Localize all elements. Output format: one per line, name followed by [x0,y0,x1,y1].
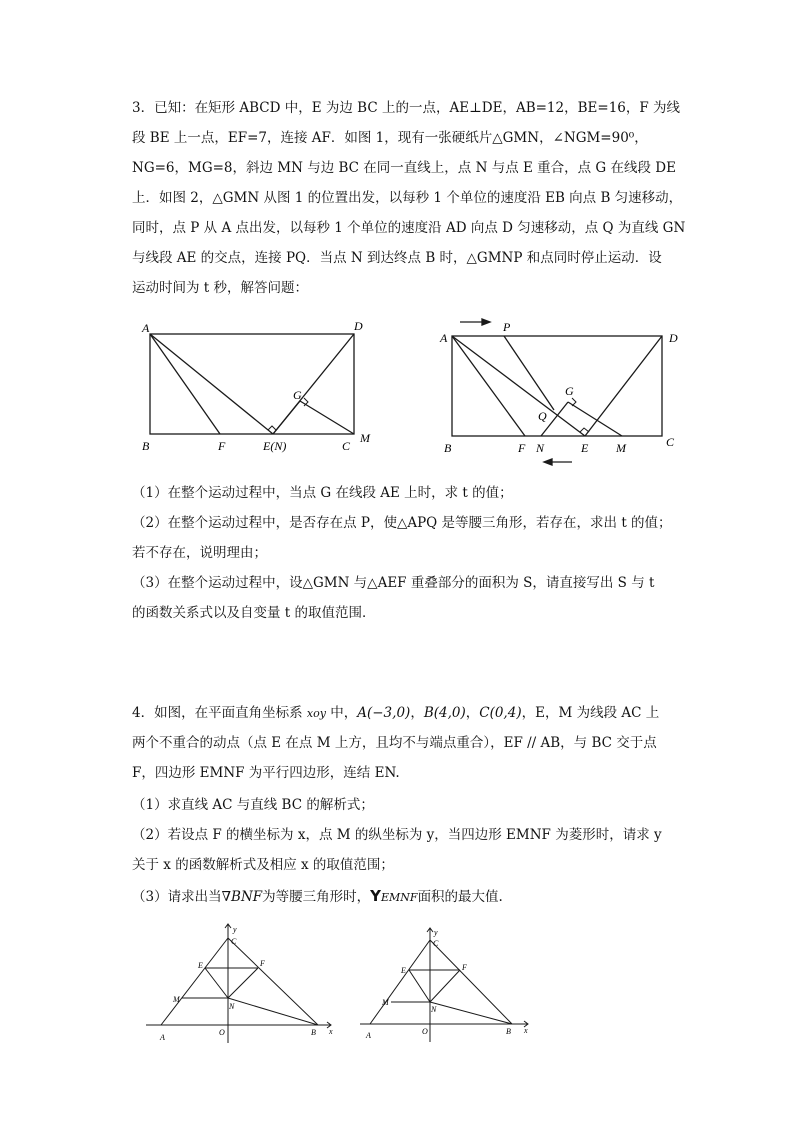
label-c: C [342,439,351,453]
segment-bc [430,940,512,1024]
p3-line-1: 3．已知：在矩形 ABCD 中，E 为边 BC 上的一点，AE⊥DE，AB=12，BE=16，F 为线 [132,100,681,116]
label-g: G [293,388,302,402]
segment-en [205,968,228,998]
segment-de [585,336,662,436]
p4-line-1c: ，E，M 为线段 AC 上 [521,705,660,721]
label-x: x [329,1027,333,1036]
label-a: A [440,331,448,345]
p4-line-2: 两个不重合的动点（点 E 在点 M 上方，且均不与端点重合），EF // AB，与 BC 交于点 [132,735,657,751]
p3-figure-2 [432,314,692,474]
label-d: D [354,319,363,333]
p4-line-1 [132,703,672,724]
segment-ae [150,334,273,434]
label-d: D [669,331,678,345]
p3-line-6: 与线段 AE 的交点，连接 PQ．当点 N 到达终点 B 时，△GMNP 和点同时停止运动．设 [132,250,662,266]
p4-question-3 [132,886,672,908]
p3-question-2a: （2）在整个运动过程中，是否存在点 P，使△APQ 是等腰三角形，若存在，求出 t 的值； [132,515,672,531]
p4-line-3: F，四边形 EMNF 为平行四边形，连结 EN. [132,765,400,781]
label-e-n: E(N) [263,439,287,453]
p3-line-2: 段 BE 上一点，EF=7，连接 AF．如图 1，现有一张硬纸片△GMN，∠NGM=90⁰， [132,130,648,146]
p4-emnf: EMNF [381,891,418,904]
p4-sep-1: ， [410,705,424,721]
p3-line-4: 上．如图 2，△GMN 从图 1 的位置出发，以每秒 1 个单位的速度沿 EB 向点 B 匀速移动， [132,190,683,206]
p3-figure-1 [138,318,378,458]
p3-line-5: 同时，点 P 从 A 点出发，以每秒 1 个单位的速度沿 AD 向点 D 匀速移动，点 Q 为直线 GN [132,220,686,236]
label-g: G [565,384,574,398]
label-c: C [433,939,439,948]
p3-question-3b: 的函数关系式以及自变量 t 的取值范围． [132,605,376,621]
p3-question-2b: 若不存在，说明理由； [132,545,267,561]
label-f: F [260,959,265,968]
p4-point-b: B(4,0) [423,705,466,721]
rect-abcd [452,336,662,436]
right-angle-mark-e [580,428,589,432]
p4-question-3c: 面积的最大值. [417,889,503,905]
p4-triangle-bnf: ∇BNF [221,889,263,905]
label-m: M [360,431,370,445]
segment-pq [504,336,554,410]
label-m: M [382,998,389,1007]
label-b: B [311,1028,316,1037]
segment-ng [273,401,300,434]
p4-question-3a: （3）请求出当 [132,889,222,905]
label-f: F [518,441,526,455]
p3-question-1: （1）在整个运动过程中，当点 G 在线段 AE 上时，求 t 的值； [132,485,513,501]
label-e: E [198,961,203,970]
segment-fn [430,970,460,1002]
p4-question-2b: 关于 x 的函数解析式及相应 x 的取值范围； [132,857,394,873]
right-angle-mark-e [268,426,276,430]
label-x: x [524,1026,528,1035]
label-f: F [218,439,226,453]
label-a: A [366,1031,371,1040]
segment-af [150,334,220,434]
p4-question-1: （1）求直线 AC 与直线 BC 的解析式； [132,797,374,813]
rect-abcd [150,334,354,434]
p4-figure-1 [136,918,346,1048]
segment-gm [568,402,622,436]
p4-figure-2 [352,922,542,1046]
label-m: M [173,995,180,1004]
segment-nb [430,1002,512,1024]
label-n: N [431,1005,437,1014]
segment-gm [300,401,354,434]
arrow-right-head [482,319,490,325]
p4-line-1b: 中， [330,705,358,721]
p3-question-3a: （3）在整个运动过程中，设△GMN 与△AEF 重叠部分的面积为 S，请直接写出 S 与 t [132,575,655,591]
label-o: O [219,1028,225,1037]
label-c: C [231,937,237,946]
label-n: N [536,441,545,455]
label-b: B [142,439,150,453]
label-a: A [160,1033,165,1042]
p4-question-3b: 为等腰三角形时， [262,889,371,905]
p4-parallelogram-symbol: Y [370,887,381,905]
p3-line-7: 运动时间为 t 秒，解答问题： [132,280,309,296]
label-e: E [401,966,406,975]
p4-point-a: A(−3,0) [357,705,411,721]
p4-point-c: C(0,4) [479,705,522,721]
segment-fn [228,968,258,998]
label-a: A [142,321,150,335]
p4-xoy: xoy [306,707,326,720]
label-b: B [506,1027,511,1036]
label-n: N [229,1002,235,1011]
p4-question-2a: （2）若设点 F 的横坐标为 x，点 M 的纵坐标为 y，当四边形 EMNF 为菱形时，请求 y [132,827,662,843]
p3-line-3: NG=6，MG=8，斜边 MN 与边 BC 在同一直线上，点 N 与点 E 重合，点 G 在线段 DE [132,160,676,176]
right-angle-mark-g [572,398,576,406]
label-o: O [422,1027,428,1036]
label-m: M [616,441,626,455]
segment-en [409,970,430,1002]
arrow-left-head [544,459,552,465]
segment-ac [370,940,430,1024]
p4-sep-2: ， [465,705,480,721]
label-f: F [462,963,467,972]
label-c: C [666,435,675,449]
label-b: B [444,441,452,455]
label-p: P [503,320,511,334]
label-q: Q [538,409,547,423]
segment-ac [161,938,228,1025]
label-y: y [434,928,438,937]
p4-line-1a: 4．如图，在平面直角坐标系 [132,705,303,721]
label-e: E [581,441,589,455]
label-y: y [233,925,237,934]
